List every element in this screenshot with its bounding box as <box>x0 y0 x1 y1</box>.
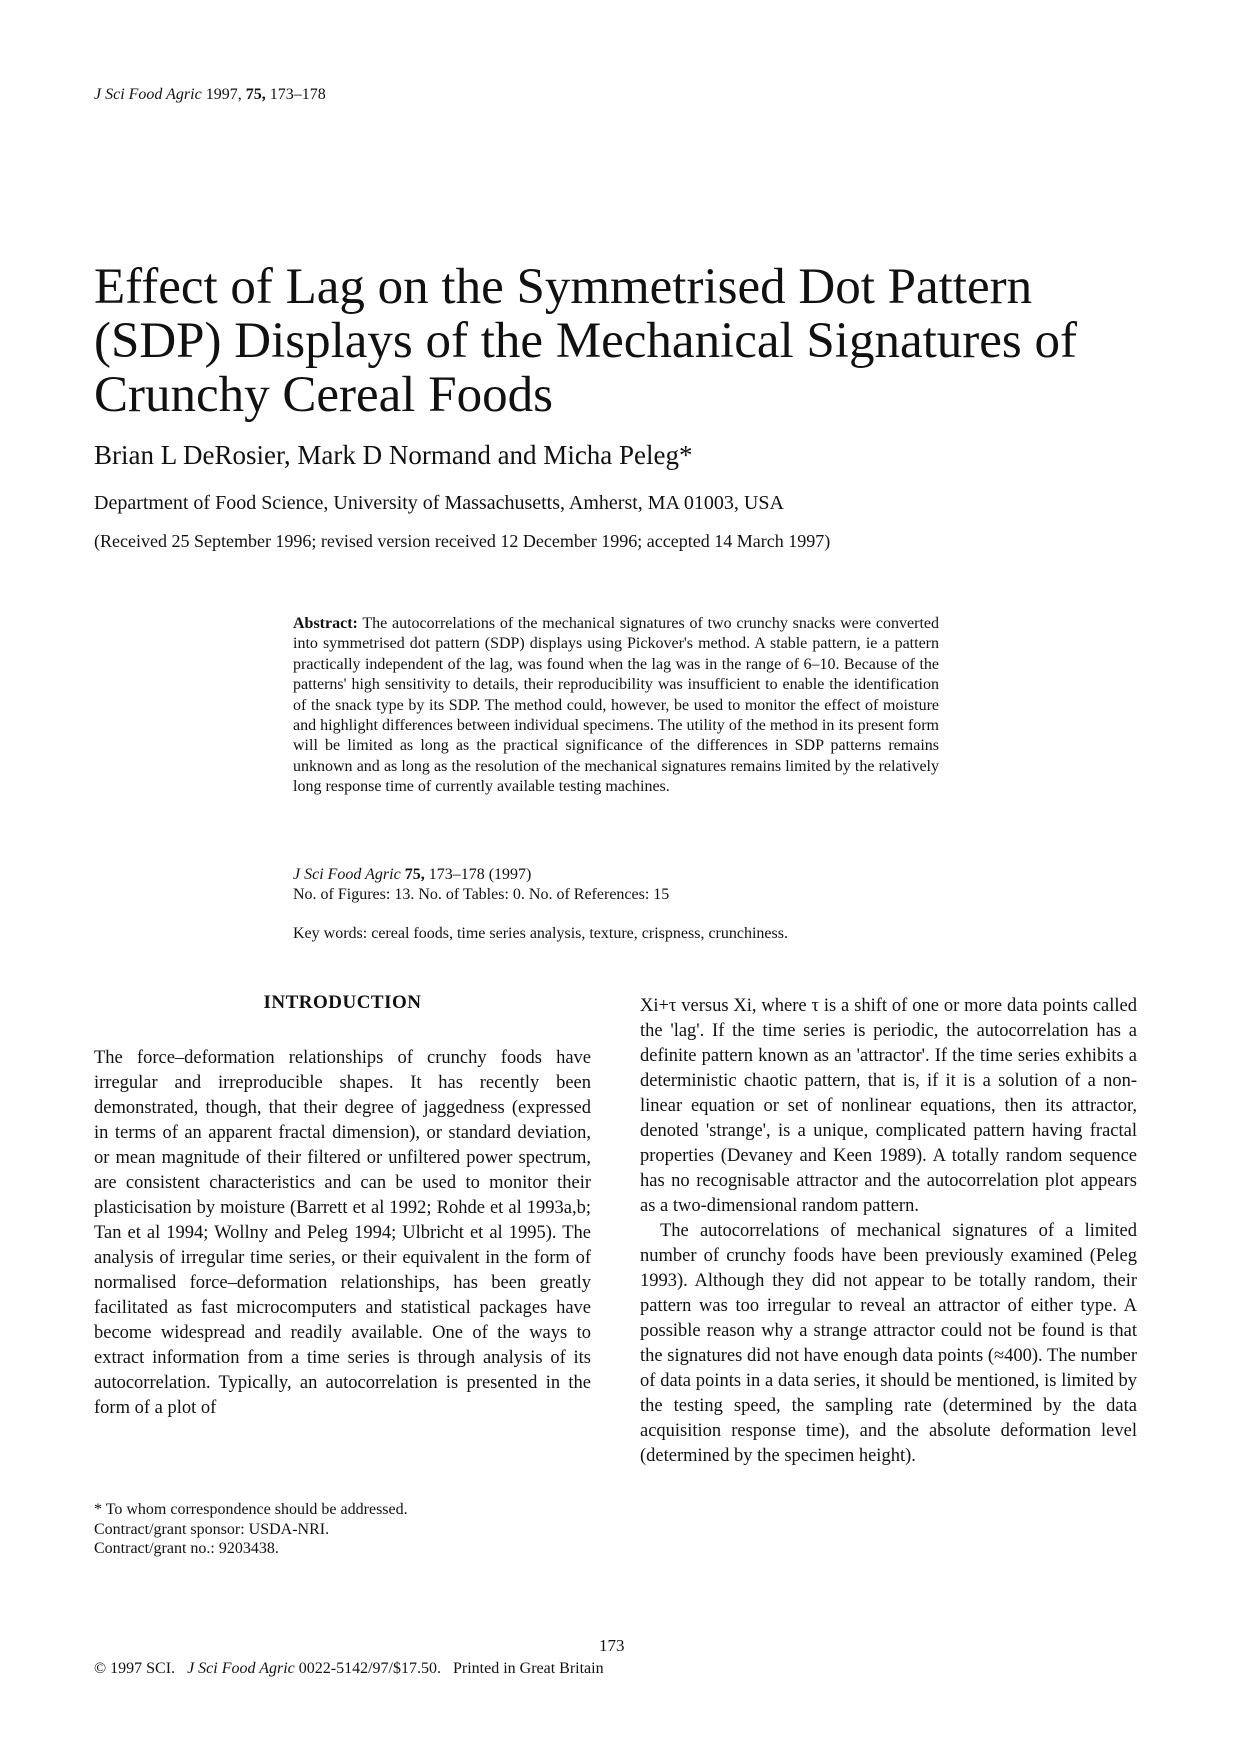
abstract-text: The autocorrelations of the mechanical signatures of two crunchy snacks were converted into symmetrised dot pattern (SDP) displays using Pickover's method. A stable pattern, ie a pattern practically independent of the lag, was found when the lag was in the range of 6–10. Because of the patterns' high sensitivity to details, their reproducibility was insufficient to enable the identification of the snack type by its SDP. The method could, however, be used to monitor the effect of moisture and highlight differences between individual specimens. The utility of the method in its present form will be limited as long as the practical significance of the differences in SDP patterns remains unknown and as long as the resolution of the mechanical signatures remains limited by the relatively long response time of currently available testing machines. <box>293 615 939 796</box>
copyright-line <box>94 1660 604 1678</box>
copyright-org: 1997 SCI. <box>110 1660 176 1677</box>
copyright-printed: Printed in Great Britain <box>452 1660 604 1677</box>
intro-left-column <box>94 1046 591 1421</box>
intro-paragraph-1: The force–deformation relationships of crunchy foods have irregular and irreproducible shapes. It has recently been demonstrated, though, that their degree of jaggedness (expressed in terms of an apparent fractal dimension), or standard deviation, or mean magnitude of their filtered or unfiltered power spectrum, are consistent characteristics and can be used to monitor their plasticisation by moisture (Barrett et al 1992; Rohde et al 1993a,b; Tan et al 1994; Wollny and Peleg 1994; Ulbricht et al 1995). The analysis of irregular time series, or their equivalent in the form of normalised force–deformation relationships, has been greatly facilitated as fast microcomputers and statistical packages have become widespread and readily available. One of the ways to extract information from a time series is through analysis of its autocorrelation. Typically, an autocorrelation is presented in the form of a plot of <box>94 1048 591 1418</box>
authors: Brian L DeRosier, Mark D Normand and Micha Peleg* <box>94 440 693 470</box>
running-head-year: 1997, <box>205 86 242 103</box>
abstract-label: Abstract: <box>293 615 358 632</box>
page-number: 173 <box>599 1636 625 1655</box>
intro-paragraph-3: The autocorrelations of mechanical signatures of a limited number of crunchy foods have been previously examined (Peleg 1993). Although they did not appear to be totally random, their pattern was too irregular to reveal an attractor of either type. A possible reason why a strange attractor could not be found is that the signatures did not have enough data points (≈400). The number of data points in a data series, it should be mentioned, is limited by the testing speed, the sampling rate (determined by the data acquisition response time), and the absolute deformation level (determined by the specimen height). <box>640 1221 1137 1466</box>
intro-paragraph-2: Xi+τ versus Xi, where τ is a shift of one or more data points called the 'lag'. If the time series is periodic, the autocorrelation has a definite pattern known as an 'attractor'. If the time series exhibits a deterministic chaotic pattern, that is, if it is a solution of a non-linear equation or set of nonlinear equations, then its attractor, denoted 'strange', is a unique, complicated pattern having fractal properties (Devaney and Keen 1989). A totally random sequence has no recognisable attractor and the autocorrelation plot appears as a two-dimensional random pattern. <box>640 996 1137 1216</box>
footnotes <box>94 1500 408 1559</box>
journal-ref-volume: 75, <box>404 866 425 883</box>
footnote-sponsor: Contract/grant sponsor: USDA-NRI. <box>94 1520 330 1538</box>
copyright-journal: J Sci Food Agric <box>187 1660 295 1677</box>
paper-title: Effect of Lag on the Symmetrised Dot Pattern (SDP) Displays of the Mechanical Signatures of Crunchy Cereal Foods <box>94 259 1077 423</box>
running-head-pages: 173–178 <box>269 86 326 103</box>
journal-ref-counts: No. of Figures: 13. No. of Tables: 0. No. of References: 15 <box>293 886 670 903</box>
journal-ref-pages: 173–178 (1997) <box>428 866 532 883</box>
running-head-volume: 75, <box>245 86 266 103</box>
received-dates: (Received 25 September 1996; revised version received 12 December 1996; accepted 14 March 1997) <box>94 531 831 551</box>
footnote-grant: Contract/grant no.: 9203438. <box>94 1540 279 1557</box>
keywords: Key words: cereal foods, time series analysis, texture, crispness, crunchiness. <box>293 925 788 942</box>
footnote-correspondence: * To whom correspondence should be addressed. <box>94 1501 408 1518</box>
journal-ref-journal: J Sci Food Agric <box>293 866 401 883</box>
affiliation: Department of Food Science, University of Massachusetts, Amherst, MA 01003, USA <box>94 492 784 514</box>
copyright-code: 0022-5142/97/$17.50. <box>298 1660 441 1677</box>
running-head <box>94 86 326 104</box>
copyright-symbol: © <box>94 1660 107 1677</box>
intro-right-column <box>640 994 1137 1469</box>
section-heading-introduction: INTRODUCTION <box>263 992 422 1013</box>
abstract <box>293 614 939 798</box>
running-head-journal: J Sci Food Agric <box>94 86 202 103</box>
journal-reference <box>293 865 669 905</box>
